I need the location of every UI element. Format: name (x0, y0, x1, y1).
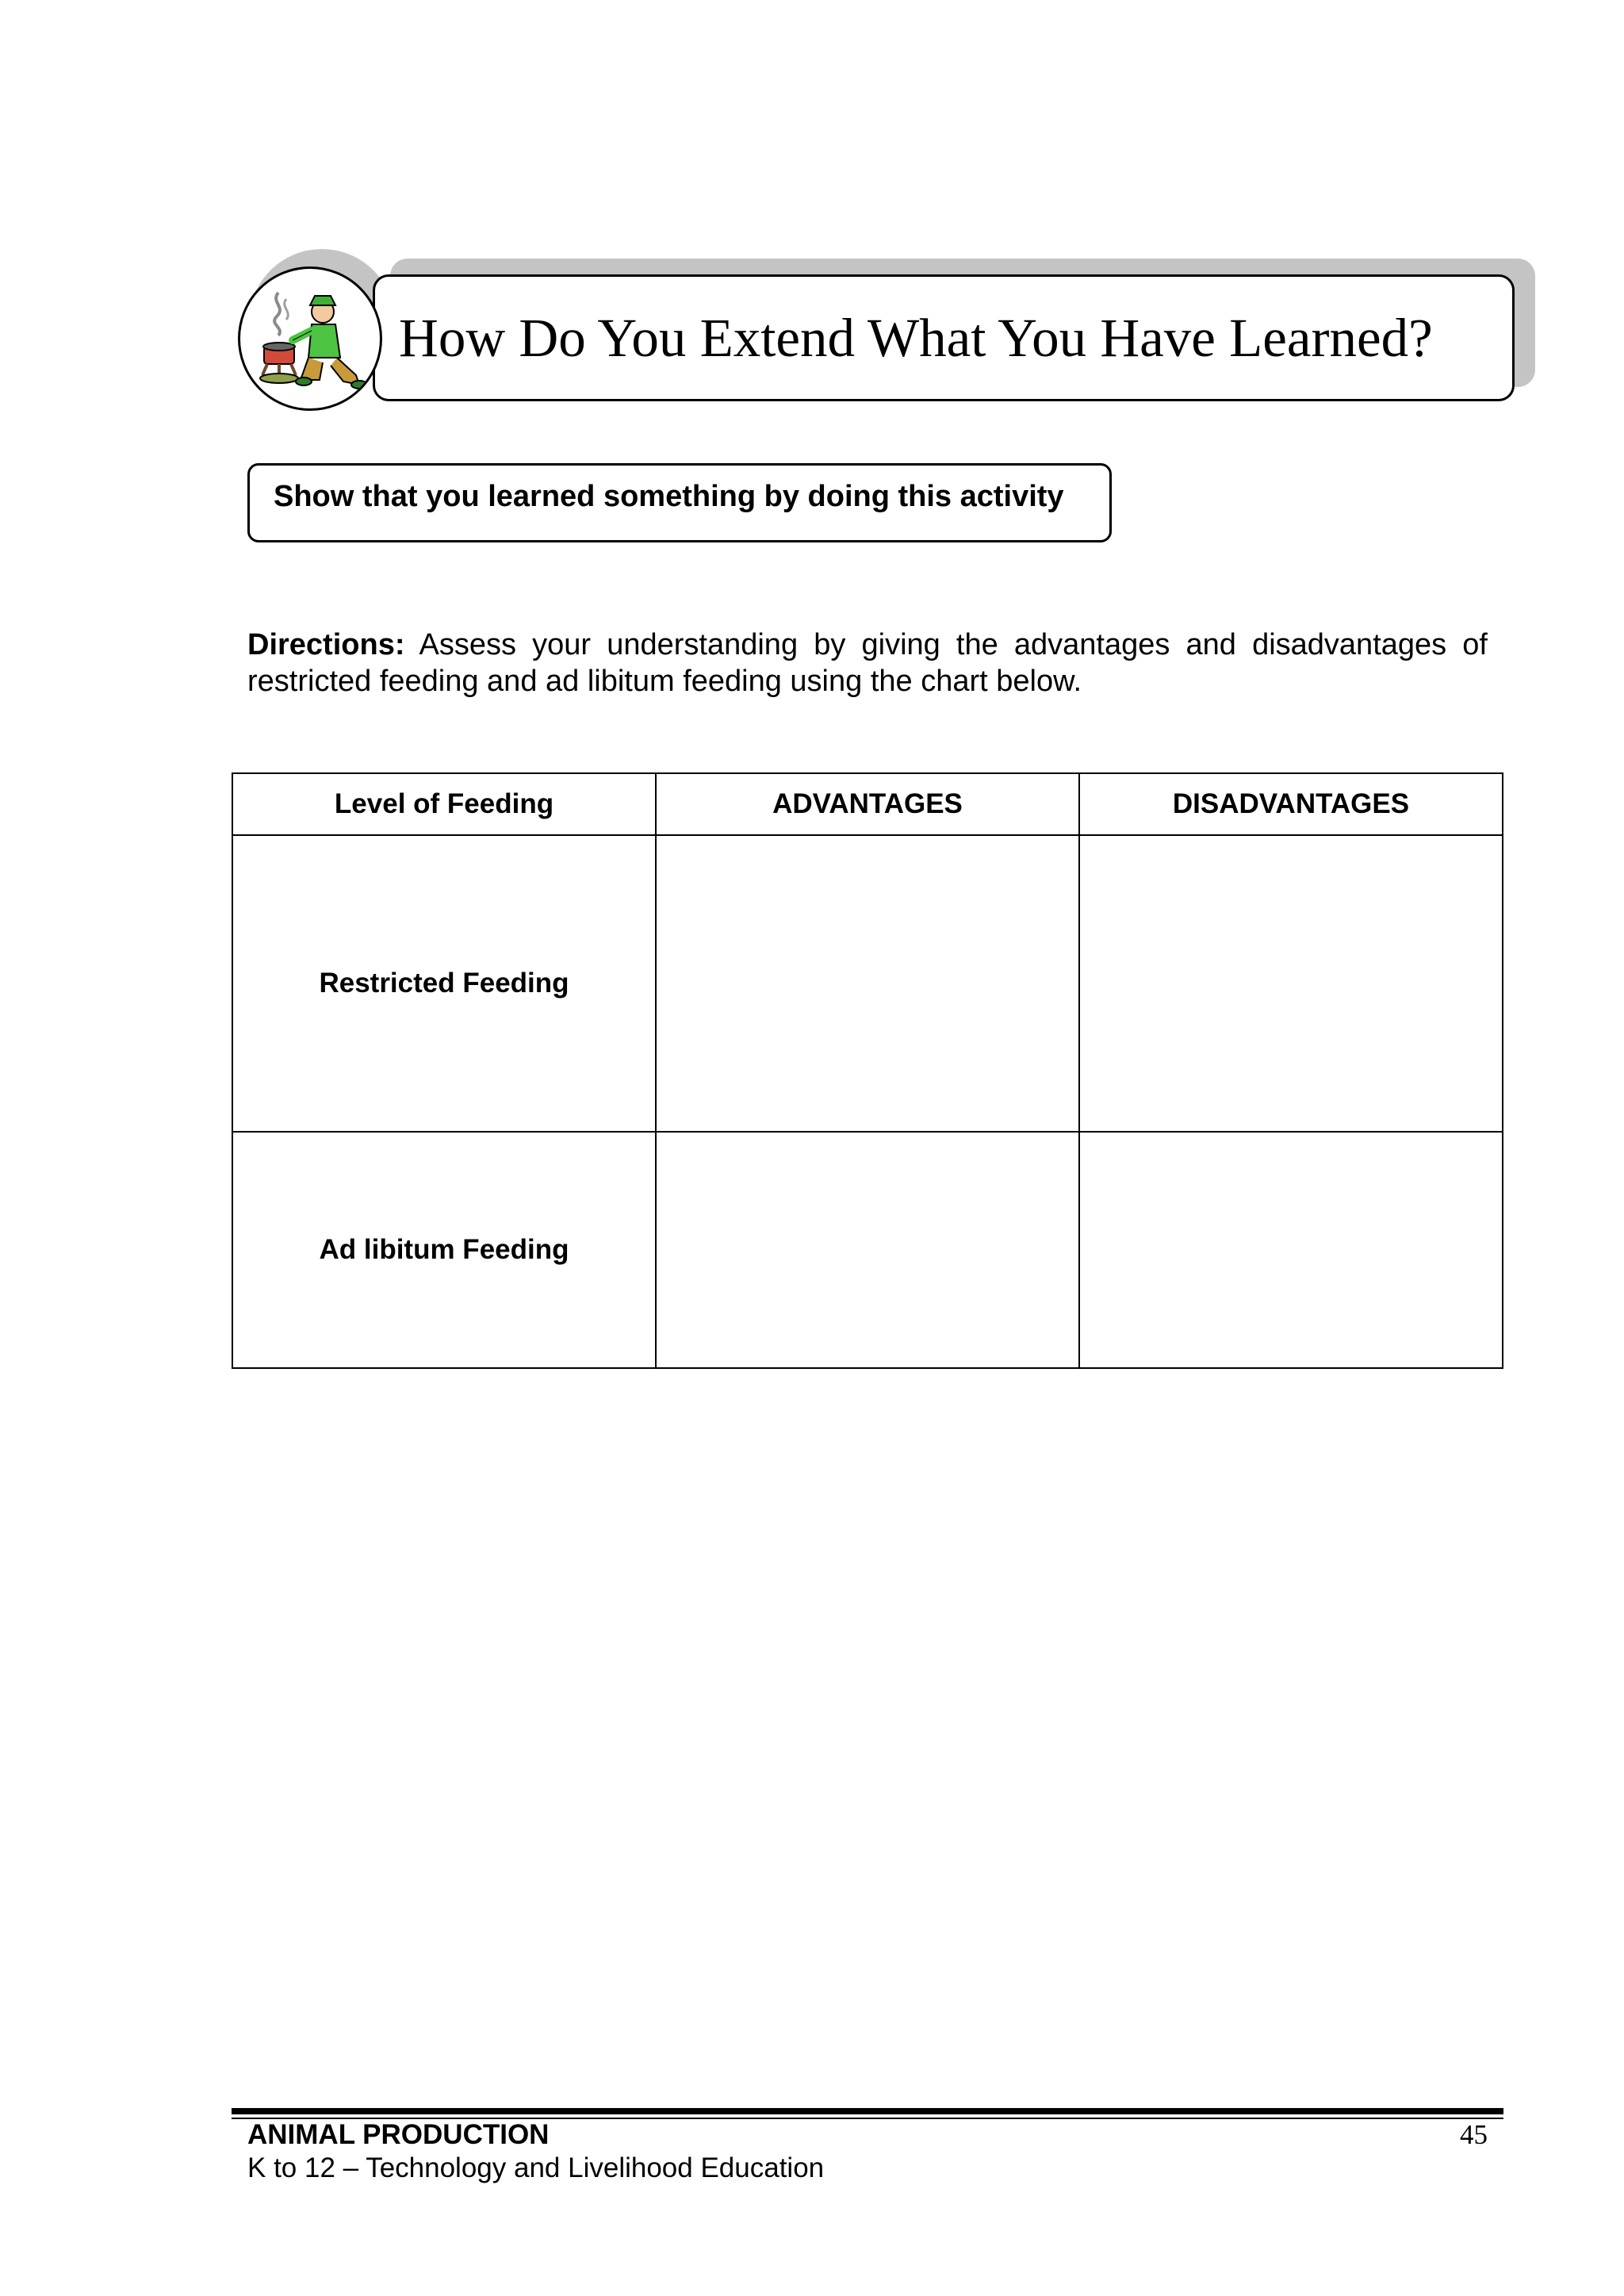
cell-disadvantages (1079, 1132, 1503, 1368)
header-advantages: ADVANTAGES (656, 773, 1079, 835)
activity-label: Show that you learned something by doing this activity (274, 480, 1064, 513)
directions (247, 627, 1488, 700)
activity-label-box (247, 463, 1112, 542)
section-banner (373, 274, 1515, 401)
page-title: How Do You Extend What You Have Learned? (399, 308, 1433, 368)
table-header-row (232, 773, 1503, 835)
cell-advantages (656, 835, 1079, 1132)
directions-label: Directions: (247, 628, 405, 661)
footer-course: K to 12 – Technology and Livelihood Education (247, 2152, 825, 2183)
feeding-chart-table (232, 772, 1503, 1369)
icon-circle (238, 266, 382, 411)
header-level-of-feeding: Level of Feeding (232, 773, 656, 835)
cell-level: Restricted Feeding (232, 835, 656, 1132)
cooking-person-icon (240, 269, 380, 408)
cell-disadvantages (1079, 835, 1503, 1132)
footer-rule (232, 2108, 1503, 2114)
table-row (232, 1132, 1503, 1368)
page-number: 45 (1460, 2119, 1488, 2150)
footer-subject: ANIMAL PRODUCTION (247, 2119, 550, 2150)
cell-advantages (656, 1132, 1079, 1368)
cell-level: Ad libitum Feeding (232, 1132, 656, 1368)
header-disadvantages: DISADVANTAGES (1079, 773, 1503, 835)
directions-text: Assess your understanding by giving the advantages and disadvantages of restricted feeding and ad libitum feeding using the chart below. (247, 628, 1488, 698)
table-row (232, 835, 1503, 1132)
